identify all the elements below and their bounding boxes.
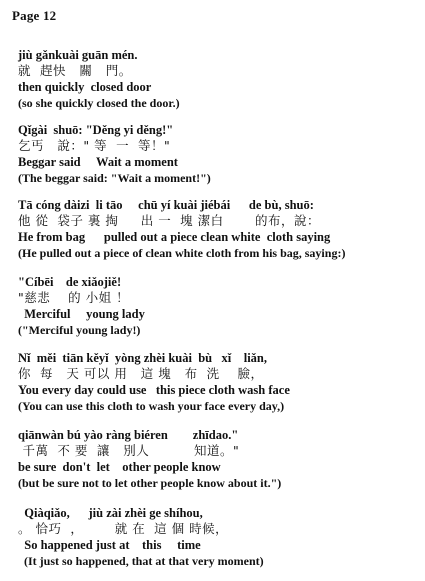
gloss-line: You every day could use this piece cloth wash face [18,383,290,397]
gloss-line: So happened just at this time [18,538,201,552]
sentence-block-6 [18,427,418,491]
hanzi-line: 千萬 不 要 讓 別人 知道。" [18,443,240,458]
translation-line: (so she quickly closed the door.) [18,96,180,110]
pinyin-line: qiānwàn bú yào ràng biéren zhīdao." [18,428,239,442]
pinyin-line: Nǐ měi tiān kěyǐ yòng zhèi kuài bù xǐ liǎn, [18,351,267,365]
pinyin-line: "Cíbēi de xiǎojiě! [18,275,122,289]
pinyin-line: Tā cóng dàizi li tāo chū yí kuài jiébái de bù, shuō: [18,198,314,212]
gloss-line: He from bag pulled out a piece clean white cloth saying [18,230,331,244]
gloss-line: be sure don't let other people know [18,460,221,474]
hanzi-line: 就 趕快 關 門。 [18,63,132,78]
translation-line: (You can use this cloth to wash your face every day,) [18,399,285,413]
hanzi-line: 。 恰巧 ， 就 在 這 個 時候， [18,521,229,536]
sentence-block-4 [18,274,418,338]
translation-line: (but be sure not to let other people know about it.") [18,476,282,490]
hanzi-line: "慈悲 的 小姐 ！ [18,290,130,305]
gloss-line: Beggar said Wait a moment [18,155,178,169]
translation-line: (He pulled out a piece of clean white cloth from his bag, saying:) [18,246,346,260]
translation-line: (The beggar said: "Wait a moment!") [18,171,211,185]
sentence-block-1 [18,47,418,111]
pinyin-line: Qiàqiǎo, jiù zài zhèi ge shíhou, [18,506,203,520]
hanzi-line: 他 從 袋子 裏 掏 出 一 塊 潔白 的布，說： [18,213,320,228]
page-number: Page 12 [12,8,57,23]
sentence-block-7 [18,505,418,569]
sentence-block-5 [18,350,418,414]
sentence-block-3 [18,197,418,261]
pinyin-line: Qǐgài shuō: "Děng yi děng!" [18,123,174,137]
translation-line: (It just so happened, that at that very moment) [18,554,264,568]
translation-line: ("Merciful young lady!) [18,323,141,337]
hanzi-line: 乞丐 說：" 等 一 等！" [18,138,171,153]
gloss-line: then quickly closed door [18,80,152,94]
gloss-line: Merciful young lady [18,307,145,321]
sentence-block-2 [18,122,418,186]
hanzi-line: 你 每 天 可以 用 這 塊 布 洗 臉， [18,366,264,381]
pinyin-line: jiù gǎnkuài guān mén. [18,48,138,62]
